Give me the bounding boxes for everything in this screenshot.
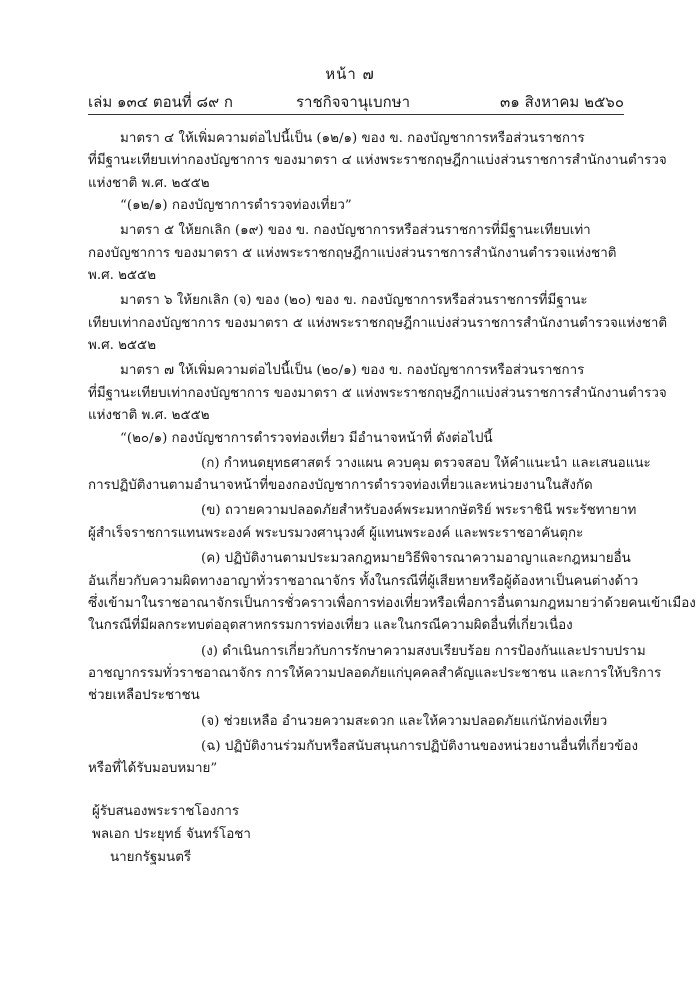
section-4 xyxy=(88,128,667,218)
section-7-line: แห่งชาติ พ.ศ. ๒๕๕๒ xyxy=(88,408,210,424)
section-7-line: ที่มีฐานะเทียบเท่ากองบัญชาการ ของมาตรา ๕ แห่งพระราชกฤษฎีกาแบ่งส่วนราชการสำนักงานตำรวจ xyxy=(88,385,667,401)
item-kho-khwai-line: ซึ่งเข้ามาในราชอาณาจักรเป็นการชั่วคราวเพื่อการท่องเที่ยวหรือเพื่อการอื่นตามกฎหมายว่าด้วยคนเข้าเมือง xyxy=(88,595,696,611)
section-4-quote: “(๑๒/๑) กองบัญชาการตำรวจท่องเที่ยว” xyxy=(120,198,352,214)
item-ka-line: (ก) กำหนดยุทธศาสตร์ วางแผน ควบคุม ตรวจสอบ ให้คำแนะนำ และเสนอแนะ xyxy=(201,455,651,471)
section-7-quote-heading: “(๒๐/๑) กองบัญชาการตำรวจท่องเที่ยว มีอำนาจหน้าที่ ดังต่อไปนี้ xyxy=(120,430,493,446)
page-number: หน้า ๗ xyxy=(325,65,375,83)
header-divider xyxy=(88,114,624,115)
countersignature xyxy=(92,800,251,869)
item-cho-line: (จ) ช่วยเหลือ อำนวยความสะดวก และให้ความปลอดภัยแก่นักท่องเที่ยว xyxy=(201,713,608,729)
section-4-line: แห่งชาติ พ.ศ. ๒๕๕๒ xyxy=(88,175,210,191)
item-ngo xyxy=(88,641,662,708)
section-4-line: ที่มีฐานะเทียบเท่ากองบัญชาการ ของมาตรา ๔ แห่งพระราชกฤษฎีกาแบ่งส่วนราชการสำนักงานตำรวจ xyxy=(88,153,667,169)
volume-issue: เล่ม ๑๓๔ ตอนที่ ๘๙ ก xyxy=(88,93,233,111)
signatory-name: พลเอก ประยุทธ์ จันทร์โอชา xyxy=(92,827,251,842)
section-5-line: กองบัญชาการ ของมาตรา ๕ แห่งพระราชกฤษฎีกาแบ่งส่วนราชการสำนักงานตำรวจแห่งชาติ xyxy=(88,245,617,261)
item-ngo-line: อาชญากรรมทั่วราชอาณาจักร การให้ความปลอดภัยแก่บุคคลสำคัญและประชาชน และการให้บริการ xyxy=(88,665,662,681)
item-kho-line: (ข) ถวายความปลอดภัยสำหรับองค์พระมหากษัตริย์ พระราชินี พระรัชทายาท xyxy=(201,503,637,519)
countersign-label: ผู้รับสนองพระราชโองการ xyxy=(92,804,240,819)
item-chu-line: หรือที่ได้รับมอบหมาย” xyxy=(88,761,218,777)
section-5-line: พ.ศ. ๒๕๕๒ xyxy=(88,268,157,284)
item-ngo-line: (ง) ดำเนินการเกี่ยวกับการรักษาความสงบเรียบร้อย การป้องกันและปราบปราม xyxy=(201,643,646,659)
item-chu-line: (ฉ) ปฏิบัติงานร่วมกับหรือสนับสนุนการปฏิบัติงานของหน่วยงานอื่นที่เกี่ยวข้อง xyxy=(201,738,639,754)
section-7 xyxy=(88,360,667,450)
item-kho-khwai-line: (ค) ปฏิบัติงานตามประมวลกฎหมายวิธีพิจารณาความอาญาและกฎหมายอื่น xyxy=(201,551,631,567)
section-5 xyxy=(88,220,624,287)
item-cho xyxy=(88,711,624,733)
section-7-line: มาตรา ๗ ให้เพิ่มความต่อไปนี้เป็น (๒๐/๑) ของ ข. กองบัญชาการหรือส่วนราชการ xyxy=(120,363,585,379)
item-kho xyxy=(88,500,637,545)
item-ka xyxy=(88,453,651,498)
section-6-line: พ.ศ. ๒๕๕๒ xyxy=(88,338,157,354)
publication-date: ๓๑ สิงหาคม ๒๕๖๐ xyxy=(500,93,624,111)
item-chu xyxy=(88,736,639,781)
section-6-line: มาตรา ๖ ให้ยกเลิก (จ) ของ (๒๐) ของ ข. กองบัญชาการหรือส่วนราชการที่มีฐานะ xyxy=(120,293,588,309)
item-kho-khwai xyxy=(88,548,696,638)
section-5-line: มาตรา ๕ ให้ยกเลิก (๑๙) ของ ข. กองบัญชาการหรือส่วนราชการที่มีฐานะเทียบเท่า xyxy=(120,223,591,239)
gazette-title: ราชกิจจานุเบกษา xyxy=(296,93,411,111)
item-ka-line: การปฏิบัติงานตามอำนาจหน้าที่ของกองบัญชาการตำรวจท่องเที่ยวและหน่วยงานในสังกัด xyxy=(88,478,593,494)
item-kho-khwai-line: ในกรณีที่มีผลกระทบต่ออุตสาหกรรมการท่องเที่ยว และในกรณีความผิดอื่นที่เกี่ยวเนื่อง xyxy=(88,618,573,634)
section-6 xyxy=(88,290,668,357)
item-kho-line: ผู้สำเร็จราชการแทนพระองค์ พระบรมวงศานุวงศ์ ผู้แทนพระองค์ และพระราชอาคันตุกะ xyxy=(88,525,584,541)
item-kho-khwai-line: อันเกี่ยวกับความผิดทางอาญาทั่วราชอาณาจักร ทั้งในกรณีที่ผู้เสียหายหรือผู้ต้องหาเป็นคนต่างด้าว xyxy=(88,573,639,589)
item-ngo-line: ช่วยเหลือประชาชน xyxy=(88,688,200,704)
section-4-line: มาตรา ๔ ให้เพิ่มความต่อไปนี้เป็น (๑๒/๑) ของ ข. กองบัญชาการหรือส่วนราชการ xyxy=(120,131,585,146)
section-6-line: เทียบเท่ากองบัญชาการ ของมาตรา ๕ แห่งพระราชกฤษฎีกาแบ่งส่วนราชการสำนักงานตำรวจแห่งชาติ xyxy=(88,315,668,331)
signatory-title: นายกรัฐมนตรี xyxy=(110,850,192,865)
decree-body xyxy=(88,128,696,783)
